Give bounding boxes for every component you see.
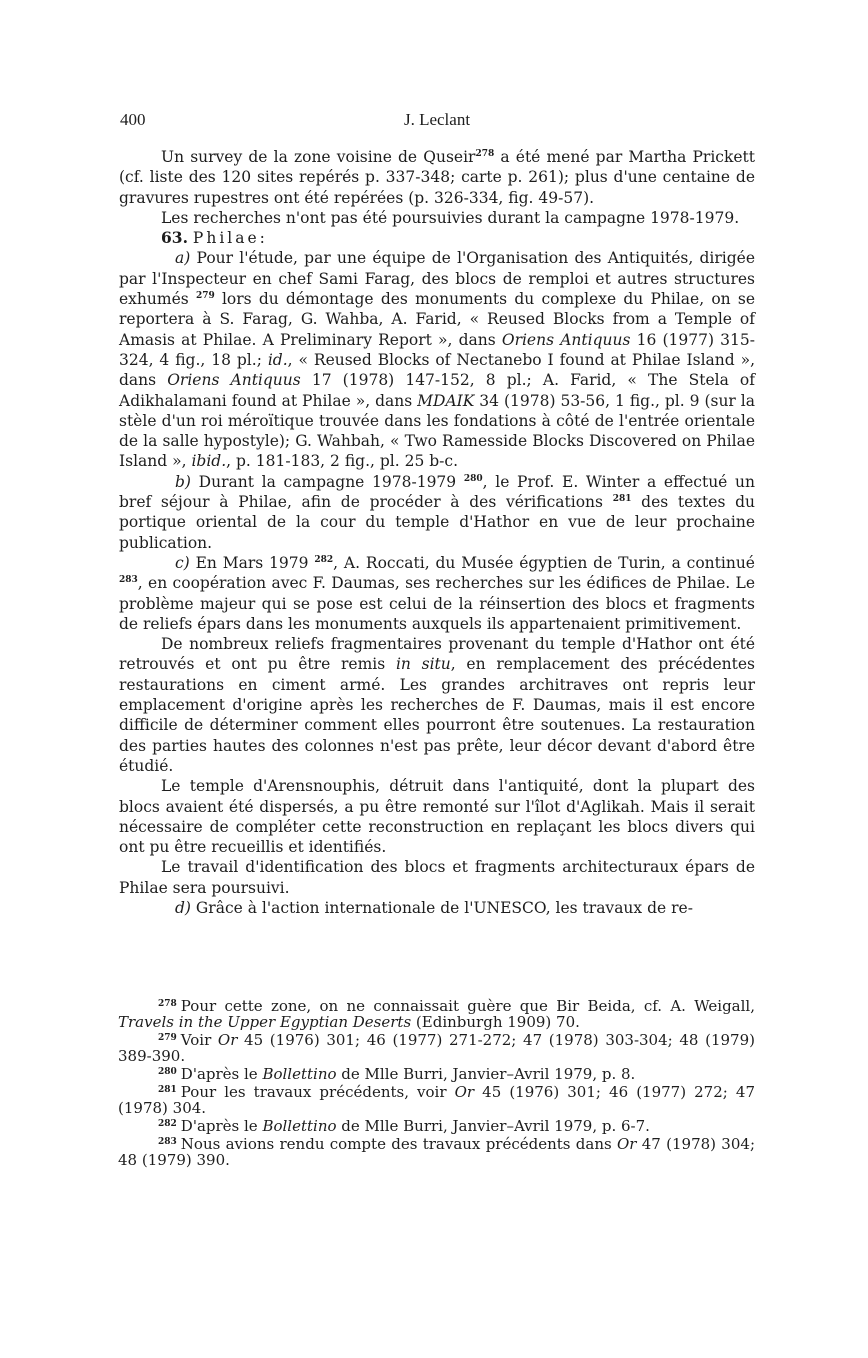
footnote-text: de Mlle Burri, Janvier–Avril 1979, p. 8.: [336, 1065, 636, 1083]
paragraph-arensnouphis: Le temple d'Arensnouphis, détruit dans l'antiquité, dont la plupart des blocs avaient été dispersés, a pu être remonté sur l'îlot d'Aglikah. Mais il serait nécessaire de compléter cette reconstruction en replaçant les blocs divers qui ont pu être recueillis et identifiés.: [119, 777, 755, 857]
footnote-number: 279: [158, 1033, 177, 1043]
journal-abbrev: Or: [454, 1083, 475, 1101]
footnote-ref-281[interactable]: 281: [612, 494, 632, 505]
footnote-ref-282[interactable]: 282: [314, 554, 334, 565]
text-run: Durant la campagne 1978-1979: [190, 472, 457, 491]
footnote-text: Nous avions rendu compte des travaux précédents dans: [180, 1135, 617, 1153]
citation-ibid: ibid.: [191, 452, 227, 471]
text-run: Pour l'étude, par une équipe de l'Organisation des Antiquités, dirigée par l'Inspecteur en chef Sami Farag, des blocs de remploi et autres structures exhumés: [119, 249, 755, 309]
section-title: Philae:: [192, 229, 268, 248]
text-run: lors du démontage des monuments du complexe du Philae, on se reportera à S. Farag, G. Wahba, A. Farid, « Reused Blocks from a Temple of Amasis at Philae. A Preliminary Report », dans: [119, 290, 755, 349]
text-run: Grâce à l'action internationale de l'UNESCO, les travaux de re-: [190, 898, 693, 917]
citation-id: id.: [267, 350, 288, 369]
footnote-text: de Mlle Burri, Janvier–Avril 1979, p. 6-7.: [336, 1117, 650, 1135]
running-head: J. Leclant: [403, 110, 471, 129]
page-number: 400: [120, 110, 146, 129]
text-run: , le Prof. E. Winter a effectué un bref séjour à Philae, afin de procéder à des vérifications: [119, 472, 755, 512]
footnote-text: (Edinburgh 1909) 70.: [411, 1013, 580, 1031]
footnote-number: 282: [158, 1119, 177, 1129]
footnote-number: 281: [158, 1085, 177, 1095]
book-title: Travels in the Upper Egyptian Deserts: [118, 1013, 412, 1031]
text-run: Un survey de la zone voisine de Quseir: [161, 148, 476, 166]
footnote-279: [118, 1030, 755, 1064]
item-label-b: b): [175, 472, 191, 491]
paragraph-d: [119, 898, 755, 918]
footnote-text: 47 (1978) 304; 48 (1979) 390.: [118, 1135, 755, 1169]
latin-phrase: in situ: [395, 655, 451, 674]
footnote-text: Voir: [180, 1031, 218, 1049]
text-run: a été mené par Martha Prickett (cf. liste des 120 sites repérés p. 337-348; carte p. 261); plus d'une centaine de gravures rupestres ont été repérées (p. 326-334, fig. 49-57).: [119, 148, 755, 207]
text-run: , en coopération avec F. Daumas, ses recherches sur les édifices de Philae. Le problème majeur qui se pose est celui de la réinsertion des blocs et fragments de reliefs épars dans les monuments auxquels ils appartenaient primitivement.: [119, 574, 755, 633]
text-run: 16 (1977) 315-324, 4 fig., 18 pl.;: [119, 330, 755, 369]
footnote-text: Pour cette zone, on ne connaissait guère que Bir Beida, cf. A. Weigall,: [180, 997, 755, 1015]
journal-title: Oriens Antiquus: [167, 371, 301, 390]
footnote-281: [118, 1082, 755, 1116]
journal-title: Oriens Antiquus: [501, 330, 631, 349]
section-number: 63.: [161, 228, 188, 248]
paragraph-identification: Le travail d'identification des blocs et fragments architecturaux épars de Philae sera poursuivi.: [119, 858, 755, 897]
footnote-ref-280[interactable]: 280: [463, 473, 483, 484]
footnote-282: [118, 1116, 755, 1134]
footnote-text: D'après le: [180, 1117, 263, 1135]
journal-abbrev: Or: [616, 1135, 637, 1153]
paragraph-quseir: [119, 147, 755, 208]
footnotes: [118, 996, 755, 1168]
text-run: des textes du portique oriental de la cour du temple d'Hathor en vue de leur prochaine publication.: [119, 493, 756, 552]
item-label-a: a): [175, 249, 191, 268]
text-run: , p. 181-183, 2 fig., pl. 25 b-c.: [226, 452, 459, 471]
footnote-ref-283[interactable]: 283: [119, 575, 138, 586]
footnote-283: [118, 1134, 755, 1168]
journal-title: MDAIK: [417, 391, 475, 410]
footnote-text: 45 (1976) 301; 46 (1977) 271-272; 47 (1978) 303-304; 48 (1979) 389-390.: [118, 1031, 755, 1065]
footnote-278: [118, 996, 755, 1030]
text-run: De nombreux reliefs fragmentaires provenant du temple d'Hathor ont été retrouvés et ont pu être remis: [119, 635, 755, 674]
text-run: , en remplacement des précédentes restaurations en ciment armé. Les grandes architraves ont repris leur emplacement d'origine après les recherches de F. Daumas, mais il est encore difficile de déterminer comment elles pourront être soutenues. La restauration des parties hautes des colonnes n'est pas prête, leur décor devant d'abord être étudié.: [119, 655, 755, 775]
text-run: En Mars 1979: [189, 553, 309, 572]
footnote-280: [118, 1064, 755, 1082]
footnote-text: Pour les travaux précédents, voir: [180, 1083, 455, 1101]
footnote-ref-279[interactable]: 279: [195, 291, 215, 302]
footnote-number: 280: [158, 1067, 177, 1077]
page-header: [120, 110, 754, 132]
paragraph-c: [119, 553, 755, 634]
footnote-ref-278[interactable]: 278: [475, 149, 495, 159]
footnote-text: 45 (1976) 301; 46 (1977) 272; 47 (1978) 304.: [118, 1083, 755, 1117]
footnote-number: 278: [158, 999, 177, 1009]
journal-abbrev: Bollettino: [262, 1117, 337, 1135]
paragraph-campaign: Les recherches n'ont pas été poursuivies durant la campagne 1978-1979.: [161, 208, 740, 227]
section-heading-philae: [119, 228, 755, 248]
item-label-c: c): [175, 553, 190, 572]
paragraph-a: [119, 248, 755, 471]
footnote-text: D'après le: [180, 1065, 263, 1083]
paragraph-reliefs: [119, 634, 755, 776]
text-run: 17 (1978) 147-152, 8 pl.; A. Farid, « The Stela of Adikhalamani found at Philae », dans: [119, 371, 755, 410]
item-label-d: d): [175, 898, 191, 917]
body-text: [119, 147, 755, 918]
text-run: , A. Roccati, du Musée égyptien de Turin, a continué: [333, 553, 755, 572]
paragraph-b: [119, 472, 755, 553]
text-run: 34 (1978) 53-56, 1 fig., pl. 9 (sur la stèle d'un roi méroïtique trouvée dans les fondations à côté de l'entrée orientale de la salle hypostyle); G. Wahbah, « Two Ramesside Blocks Discovered on Philae Island »,: [119, 391, 755, 471]
footnote-number: 283: [158, 1137, 177, 1147]
journal-abbrev: Bollettino: [262, 1065, 337, 1083]
journal-abbrev: Or: [217, 1031, 238, 1049]
text-run: , « Reused Blocks of Nectanebo I found at Philae Island », dans: [119, 350, 756, 390]
